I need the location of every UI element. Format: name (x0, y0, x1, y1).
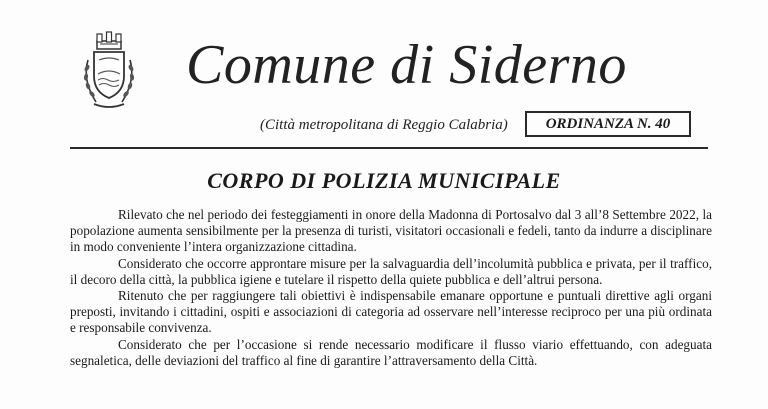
municipality-title: Comune di Siderno (186, 34, 627, 96)
ordinance-body (70, 207, 712, 369)
body-paragraph: Considerato che occorre approntare misure per la salvaguardia dell’incolumità pubblica e privata, per il traffico, il decoro della città, la pubblica igiene e tutelare il rispetto della quiete pubblica e dell’altrui persona. (70, 255, 712, 287)
header-divider (70, 147, 708, 149)
body-paragraph: Rilevato che nel periodo dei festeggiamenti in onore della Madonna di Portosalvo dal 3 all’8 Settembre 2022, la popolazione aumenta sensibilmente per la presenza di turisti, visitatori occasionali e fedeli, tanto da indurre a disciplinare in modo conveniente l’intera organizzazione cittadina. (70, 207, 712, 255)
town-crest-icon (78, 30, 140, 114)
municipality-subtitle: (Città metropolitana di Reggio Calabria) (260, 117, 508, 133)
ordinance-number-box: ORDINANZA N. 40 (525, 111, 691, 137)
section-heading: CORPO DI POLIZIA MUNICIPALE (207, 168, 561, 193)
body-paragraph: Ritenuto che per raggiungere tali obiettivi è indispensabile emanare opportune e puntuali direttive agli organi preposti, invitando i cittadini, ospiti e associazioni di categoria ad osservare nell’interesse reciproco per una più ordinata e responsabile convivenza. (70, 288, 712, 336)
body-paragraph: Considerato che per l’occasione si rende necessario modificare il flusso viario effettuando, con adeguata segnaletica, delle deviazioni del traffico al fine di garantire l’attraversamento della Città. (70, 336, 712, 368)
